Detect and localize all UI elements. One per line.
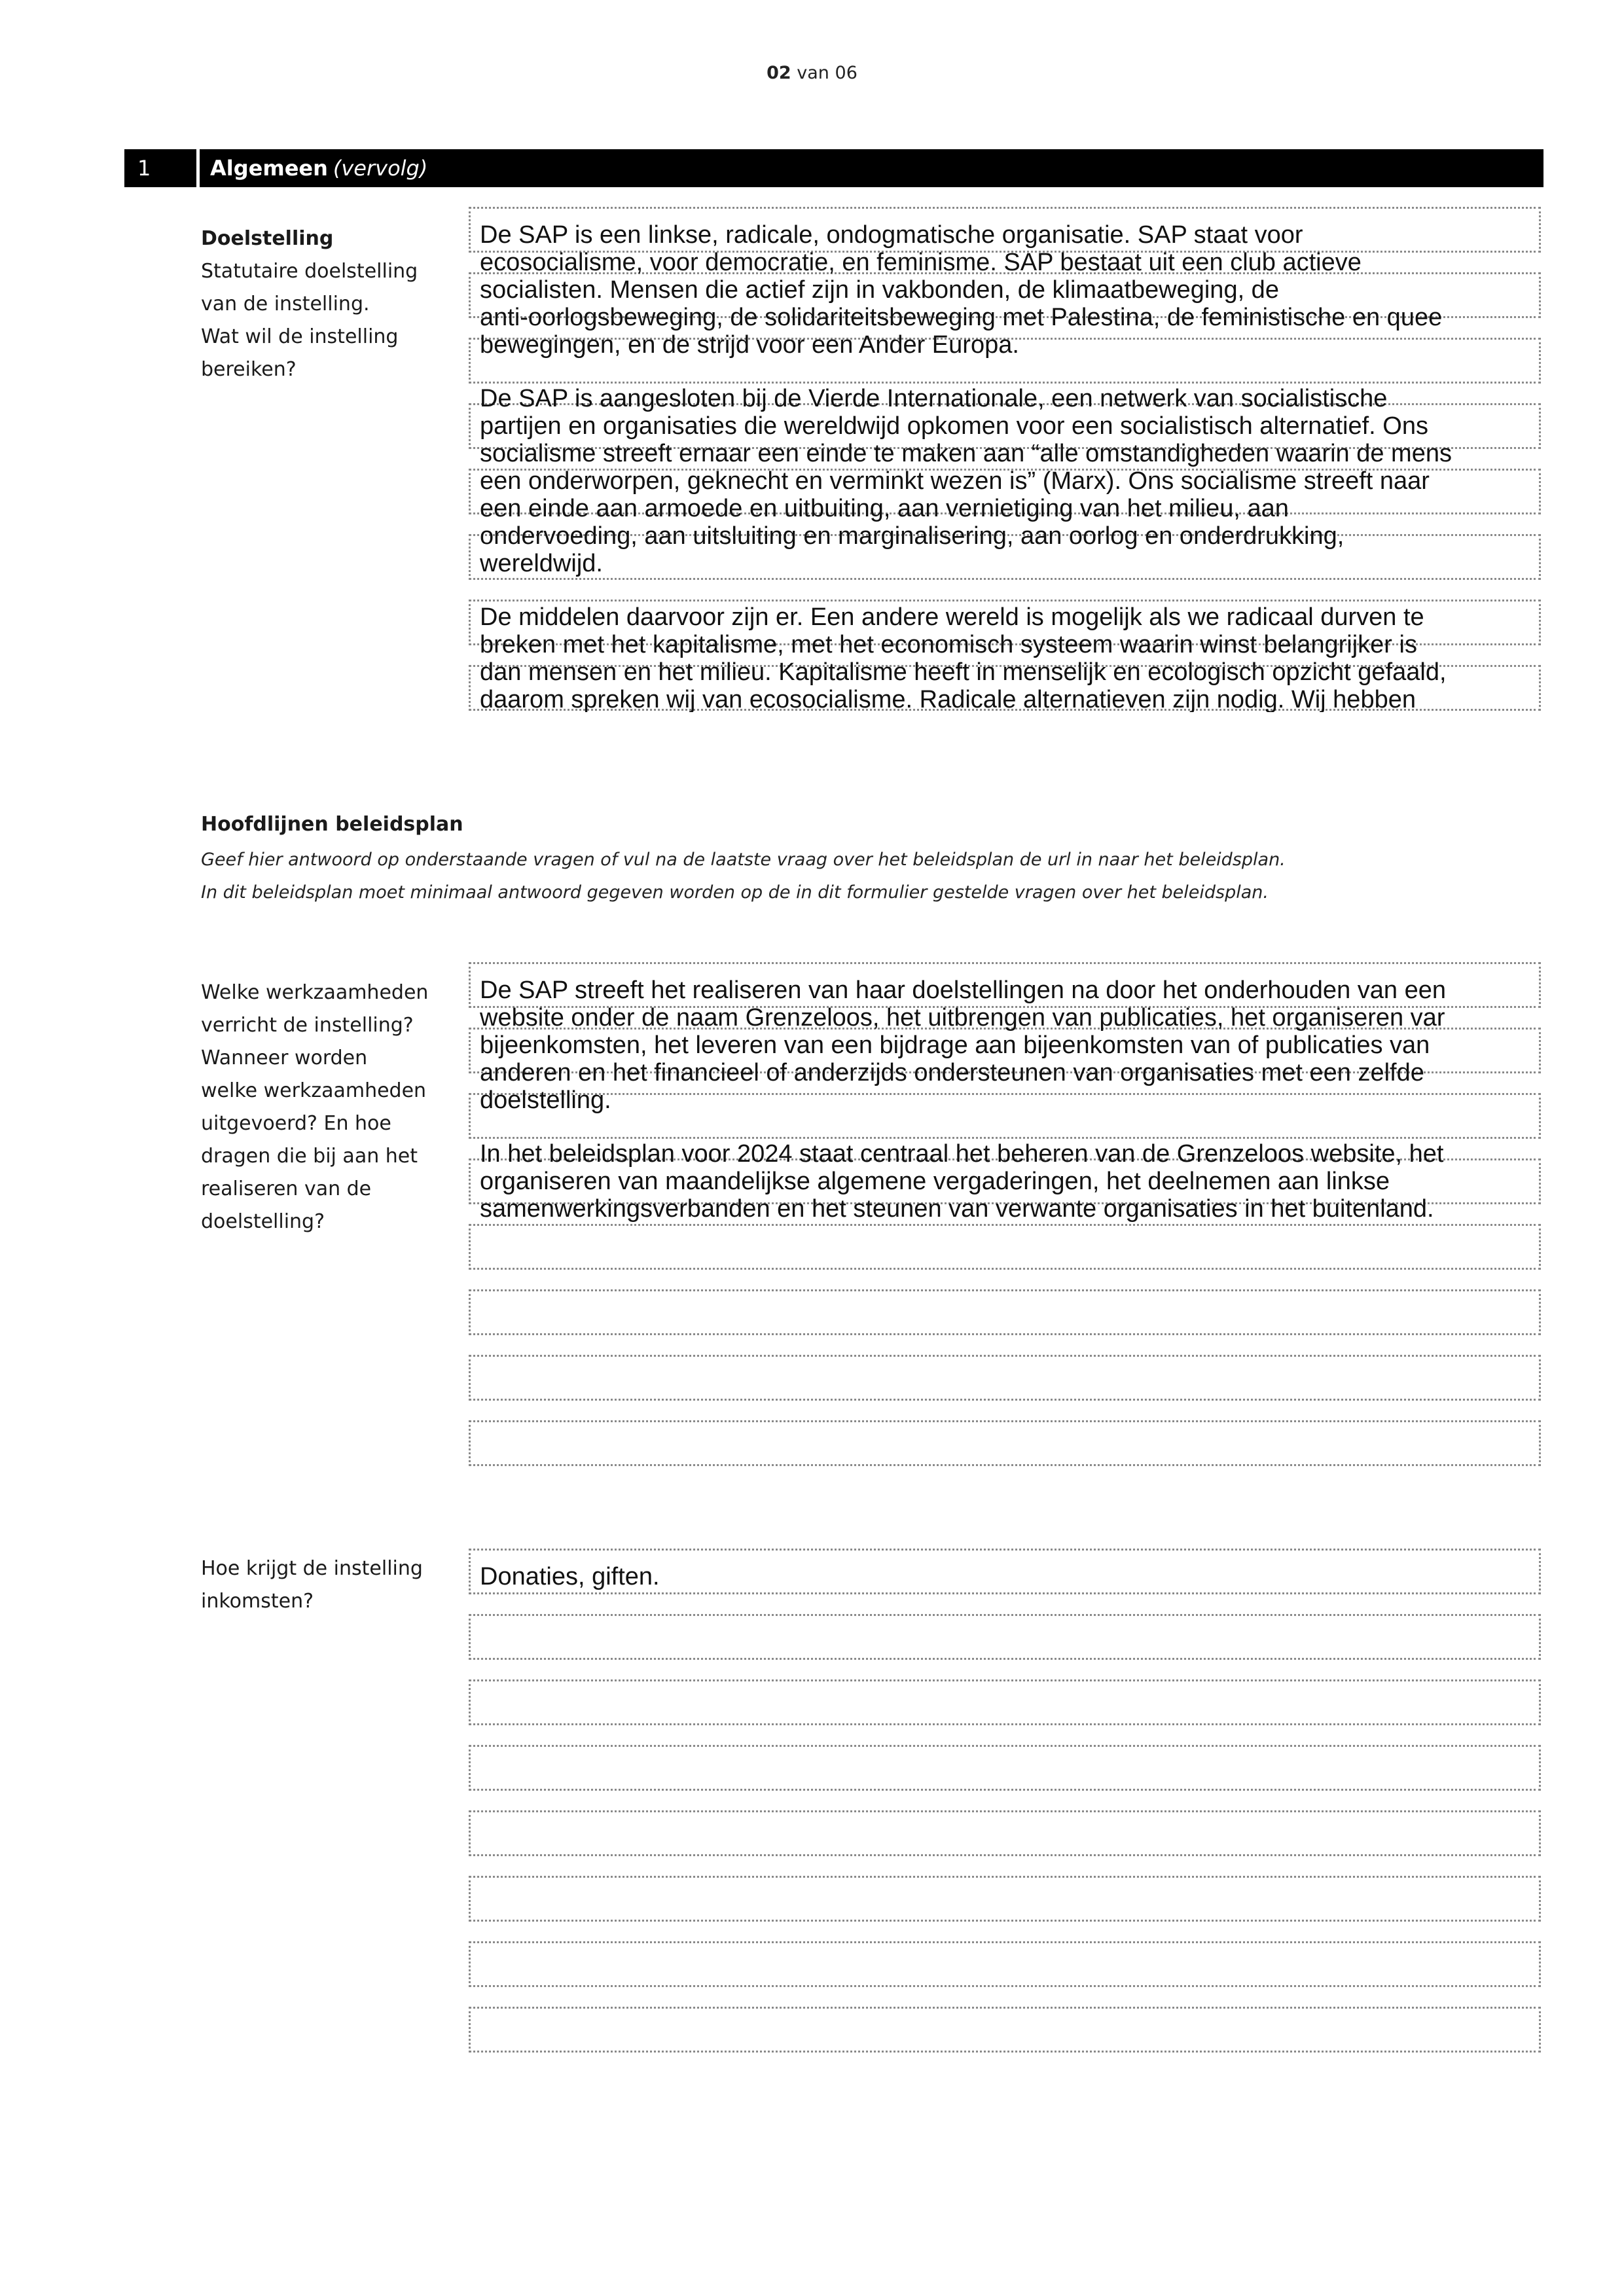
section-title: Algemeen	[210, 156, 328, 181]
text-line: daarom spreken wij van ecosocialisme. Radicale alternatieven zijn nodig. Wij hebben	[480, 686, 1416, 712]
text-line: bewegingen, en de strijd voor een Ander Europa.	[480, 331, 1019, 359]
inkomsten-field-box[interactable]	[469, 1810, 1541, 1856]
werkzaamheden-field-box[interactable]	[469, 1289, 1541, 1335]
doelstelling-text[interactable]	[480, 221, 1543, 712]
werkzaamheden-label-line: doelstelling?	[201, 1210, 325, 1233]
text-line: organiseren van maandelijkse algemene vergaderingen, het deelnemen aan linkse	[480, 1168, 1390, 1195]
werkzaamheden-label-line: realiseren van de	[201, 1177, 372, 1200]
beleidsplan-note: Geef hier antwoord op onderstaande vragen of vul na de laatste vraag over het beleidsplan de url in naar het beleidsplan.	[201, 850, 1286, 870]
text-line: een onderworpen, geknecht en verminkt wezen is” (Marx). Ons socialisme streeft naar	[480, 467, 1430, 495]
werkzaamheden-label-line: welke werkzaamheden	[201, 1079, 427, 1102]
doelstelling-label-line: Wat wil de instelling	[201, 325, 399, 348]
text-line: bijeenkomsten, het leveren van een bijdrage aan bijeenkomsten van of publicaties van	[480, 1031, 1430, 1059]
werkzaamheden-label-line: Welke werkzaamheden	[201, 981, 429, 1004]
page-separator: van	[797, 63, 829, 83]
text-line: De SAP streeft het realiseren van haar doelstellingen na door het onderhouden van een	[480, 977, 1446, 1004]
text-line: In het beleidsplan voor 2024 staat centraal het beheren van de Grenzeloos website, het	[480, 1140, 1444, 1168]
text-line: socialisme streeft ernaar een einde te maken aan “alle omstandigheden waarin de mens	[480, 440, 1452, 467]
page-indicator	[0, 63, 1624, 83]
text-line: De middelen daarvoor zijn er. Een andere wereld is mogelijk als we radicaal durven te	[480, 603, 1424, 631]
text-line: socialisten. Mensen die actief zijn in vakbonden, de klimaatbeweging, de	[480, 276, 1279, 304]
text-line: wereldwijd.	[480, 550, 603, 577]
text-line: Donaties, giften.	[480, 1563, 660, 1590]
text-line: doelstelling.	[480, 1086, 611, 1114]
inkomsten-field-box[interactable]	[469, 1876, 1541, 1922]
inkomsten-label-line: Hoe krijgt de instelling	[201, 1557, 423, 1580]
text-line: dan mensen en het milieu. Kapitalisme heeft in menselijk en ecologisch opzicht gefaald,	[480, 658, 1447, 686]
werkzaamheden-label-line: Wanneer worden	[201, 1047, 368, 1069]
werkzaamheden-text[interactable]	[480, 977, 1543, 1238]
text-line: een einde aan armoede en uitbuiting, aan vernietiging van het milieu, aan	[480, 495, 1289, 522]
beleidsplan-heading: Hoofdlijnen beleidsplan	[201, 813, 463, 836]
inkomsten-label	[201, 1552, 463, 1618]
doelstelling-title: Doelstelling	[201, 227, 334, 250]
text-line: anti-oorlogsbeweging, de solidariteitsbeweging met Palestina, de feministische en quee	[480, 304, 1443, 331]
werkzaamheden-label	[201, 977, 463, 1238]
section-header	[200, 149, 1543, 187]
text-line: anderen en het financieel of anderzijds ondersteunen van organisaties met een zelfde	[480, 1059, 1424, 1086]
page-total: 06	[835, 63, 857, 83]
doelstelling-label-line: bereiken?	[201, 358, 297, 381]
doelstelling-label-line: van de instelling.	[201, 293, 370, 315]
inkomsten-field-box[interactable]	[469, 1679, 1541, 1725]
doelstelling-label-line: Statutaire doelstelling	[201, 260, 418, 283]
inkomsten-field-box[interactable]	[469, 1745, 1541, 1791]
werkzaamheden-field-box[interactable]	[469, 1420, 1541, 1466]
werkzaamheden-label-line: uitgevoerd? En hoe	[201, 1112, 391, 1135]
section-number: 1	[124, 149, 196, 187]
text-line: ondervoeding, aan uitsluiting en marginalisering, aan oorlog en onderdrukking,	[480, 522, 1344, 550]
beleidsplan-note: In dit beleidsplan moet minimaal antwoord gegeven worden op de in dit formulier gestelde vragen over het beleidsplan.	[201, 882, 1269, 903]
section-subtitle: (vervolg)	[333, 156, 428, 181]
text-line: breken met het kapitalisme, met het economisch systeem waarin winst belangrijker is	[480, 631, 1417, 658]
inkomsten-field-box[interactable]	[469, 1941, 1541, 1987]
inkomsten-field-box[interactable]	[469, 2007, 1541, 2053]
werkzaamheden-label-line: verricht de instelling?	[201, 1014, 414, 1037]
text-line: partijen en organisaties die wereldwijd opkomen voor een socialistisch alternatief. Ons	[480, 412, 1428, 440]
text-line: website onder de naam Grenzeloos, het uitbrengen van publicaties, het organiseren var	[480, 1004, 1445, 1031]
text-line: De SAP is een linkse, radicale, ondogmatische organisatie. SAP staat voor	[480, 221, 1303, 249]
text-line: De SAP is aangesloten bij de Vierde Internationale, een netwerk van socialistische	[480, 385, 1388, 412]
inkomsten-label-line: inkomsten?	[201, 1590, 314, 1613]
werkzaamheden-field-box[interactable]	[469, 1355, 1541, 1401]
inkomsten-field-box[interactable]	[469, 1614, 1541, 1660]
doelstelling-label	[201, 223, 463, 386]
page-current: 02	[767, 63, 791, 83]
text-line: samenwerkingsverbanden en het steunen van verwante organisaties in het buitenland.	[480, 1195, 1434, 1223]
werkzaamheden-label-line: dragen die bij aan het	[201, 1145, 418, 1168]
inkomsten-text[interactable]	[480, 1563, 1543, 1596]
text-line: ecosocialisme, voor democratie, en feminisme. SAP bestaat uit een club actieve	[480, 249, 1362, 276]
